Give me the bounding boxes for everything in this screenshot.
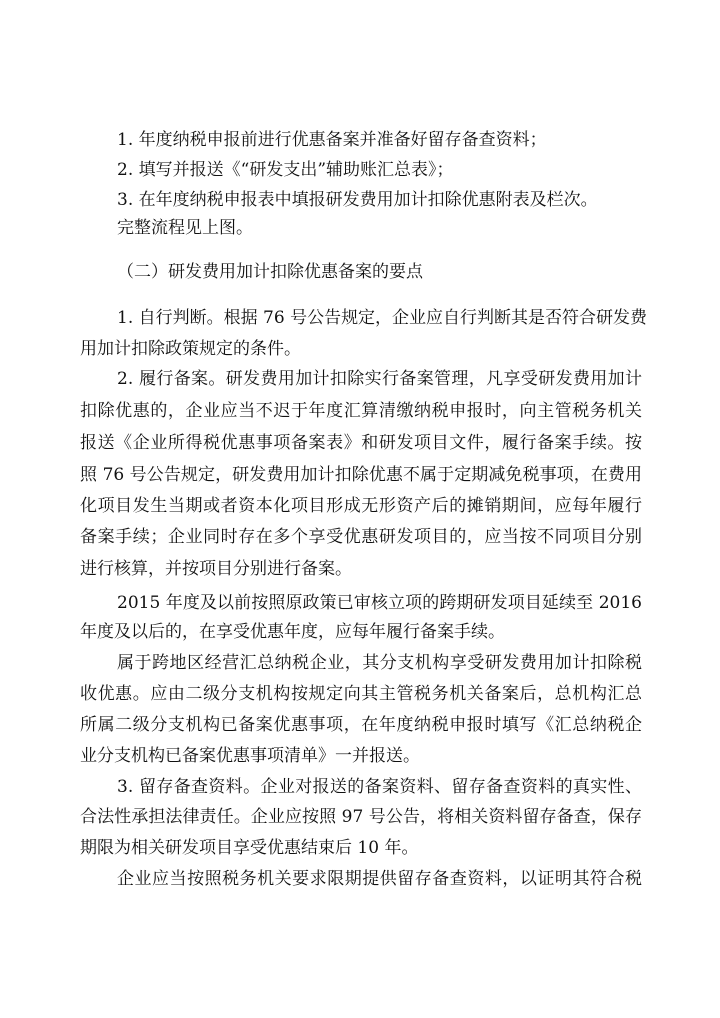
paragraph-line: 属于跨地区经营汇总纳税企业，其分支机构享受研发费用加计扣除税	[117, 653, 642, 673]
flow-note: 完整流程见上图。	[117, 218, 253, 238]
paragraph-line: 扣除优惠的，企业应当不迟于年度汇算清缴纳税申报时，向主管税务机关	[80, 401, 642, 421]
paragraph-line: 照 76 号公告规定，研发费用加计扣除优惠不属于定期减免税事项，在费用	[80, 465, 642, 485]
paragraph-line: 企业应当按照税务机关要求限期提供留存备查资料，以证明其符合税	[117, 869, 642, 889]
list-item-2: 2. 填写并报送《“研发支出”辅助账汇总表》；	[117, 160, 454, 180]
paragraph-line: 报送《企业所得税优惠事项备案表》和研发项目文件，履行备案手续。按	[80, 433, 642, 453]
list-item-3: 3. 在年度纳税申报表中填报研发费用加计扣除优惠附表及栏次。	[117, 190, 598, 210]
paragraph-line: 业分支机构已备案优惠事项清单》一并报送。	[80, 746, 420, 766]
paragraph-line: 3. 留存备查资料。企业对报送的备案资料、留存备查资料的真实性、	[117, 777, 642, 797]
paragraph-line: 收优惠。应由二级分支机构按规定向其主管税务机关备案后，总机构汇总	[80, 684, 642, 704]
paragraph-line: 所属二级分支机构已备案优惠事项，在年度纳税申报时填写《汇总纳税企	[80, 715, 642, 735]
paragraph-line: 合法性承担法律责任。企业应按照 97 号公告，将相关资料留存备查，保存	[80, 807, 642, 827]
paragraph-line: 期限为相关研发项目享受优惠结束后 10 年。	[80, 838, 419, 858]
paragraph-line: 化项目发生当期或者资本化项目形成无形资产后的摊销期间，应每年履行	[80, 496, 642, 516]
paragraph-line: 2. 履行备案。研发费用加计扣除实行备案管理，凡享受研发费用加计	[117, 369, 642, 389]
paragraph-line: 年度及以后的，在享受优惠年度，应每年履行备案手续。	[80, 622, 505, 642]
paragraph-line: 进行核算，并按项目分别进行备案。	[80, 559, 352, 579]
list-item-1: 1. 年度纳税申报前进行优惠备案并准备好留存备查资料；	[117, 130, 547, 150]
section-heading: （二）研发费用加计扣除优惠备案的要点	[117, 262, 423, 282]
paragraph-line: 用加计扣除政策规定的条件。	[80, 339, 301, 359]
paragraph-line: 备案手续；企业同时存在多个享受优惠研发项目的，应当按不同项目分别	[80, 527, 642, 547]
paragraph-line: 1. 自行判断。根据 76 号公告规定，企业应自行判断其是否符合研发费	[117, 308, 648, 328]
paragraph-line: 2015 年度及以前按照原政策已审核立项的跨期研发项目延续至 2016	[117, 593, 642, 613]
